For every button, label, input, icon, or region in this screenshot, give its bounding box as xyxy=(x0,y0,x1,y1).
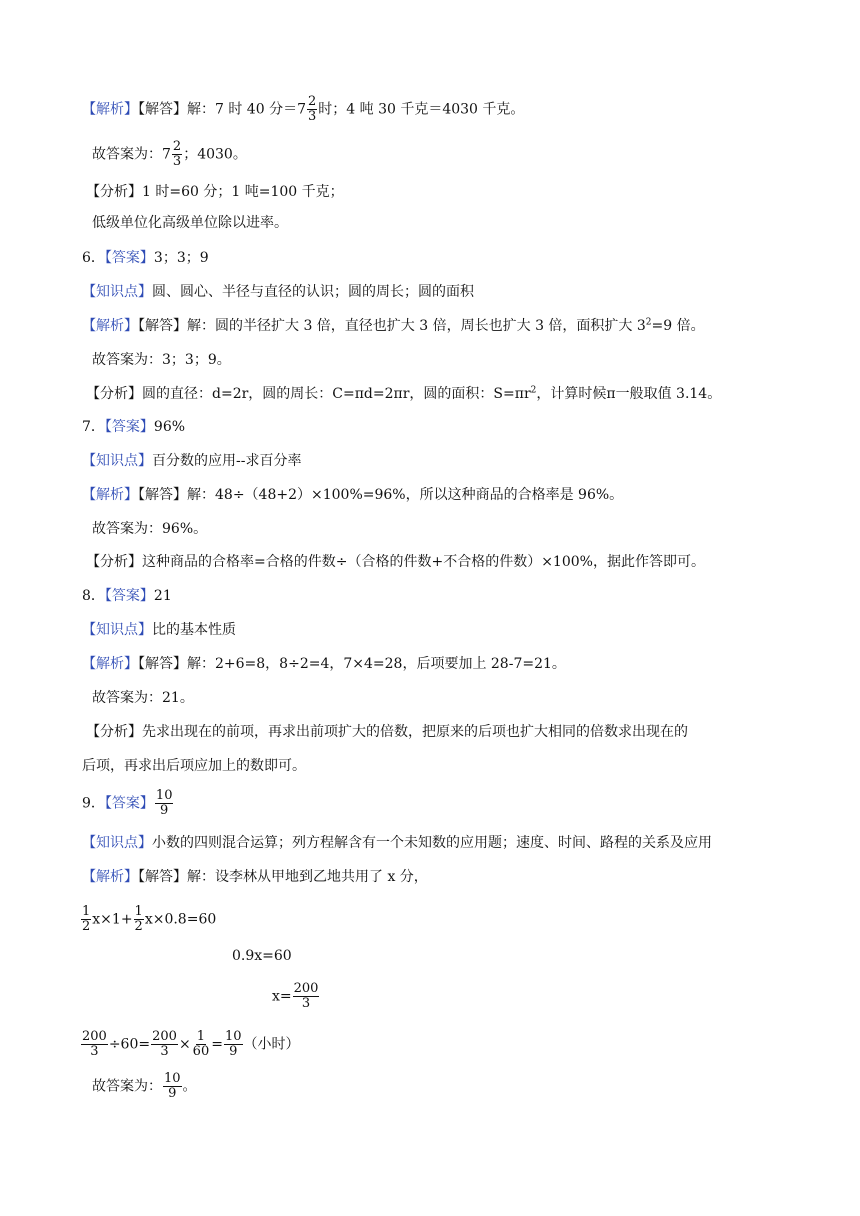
q8-zhishidian xyxy=(82,620,236,640)
q5-fenxi-text: 1 时=60 分；1 吨=100 千克； xyxy=(142,184,344,200)
q8-analysis xyxy=(82,654,566,674)
tag-zhishidian: 【知识点】 xyxy=(82,284,152,300)
fraction-denominator: 3 xyxy=(307,109,317,124)
q9-equation-2: 0.9x=60 xyxy=(232,948,292,964)
equation-text: x= xyxy=(272,988,292,1005)
q7-fenxi-text: 这种商品的合格率=合格的件数÷（合格的件数+不合格的件数）×100%，据此作答即可。 xyxy=(142,554,705,570)
q9-final-text: 故答案为： xyxy=(92,1078,162,1095)
tag-zhishidian: 【知识点】 xyxy=(82,835,152,851)
tag-jiexi: 【解析】 xyxy=(82,869,138,885)
fraction xyxy=(163,1072,182,1101)
fraction-denominator: 3 xyxy=(301,996,311,1011)
q8-answer-value: 21 xyxy=(153,588,172,604)
fraction xyxy=(134,905,144,934)
fraction xyxy=(172,140,182,169)
unit-text: （小时） xyxy=(243,1036,300,1053)
fraction-numerator: 200 xyxy=(293,981,319,996)
tag-jiexi: 【解析】 xyxy=(82,487,138,503)
q9-equation-3 xyxy=(272,982,320,1011)
q7-zhishidian-text: 百分数的应用--求百分率 xyxy=(152,453,302,469)
q5-analysis xyxy=(82,95,524,124)
tag-jiexi: 【解析】 xyxy=(82,318,138,334)
fraction-numerator: 200 xyxy=(82,1029,107,1044)
fraction xyxy=(81,905,91,934)
fraction-numerator: 200 xyxy=(152,1029,177,1044)
q5-analysis-text: 解：7 时 40 分＝7 xyxy=(187,101,306,118)
q8-answer xyxy=(82,586,172,606)
superscript: 2 xyxy=(645,317,652,328)
tag-zhishidian: 【知识点】 xyxy=(82,622,152,638)
question-number: 9． xyxy=(82,795,105,812)
tag-jiexi: 【解析】 xyxy=(82,656,138,672)
q9-analysis xyxy=(82,867,428,887)
q9-final-text-2: 。 xyxy=(182,1078,197,1095)
q9-zhishidian xyxy=(82,833,712,853)
fraction-denominator: 3 xyxy=(172,154,182,169)
q8-final: 故答案为：21。 xyxy=(92,690,194,706)
q5-analysis-text-2: 时；4 吨 30 千克＝4030 千克。 xyxy=(318,101,525,118)
q6-analysis xyxy=(82,316,705,336)
q9-answer xyxy=(82,789,174,818)
tag-jieda: 【解答】 xyxy=(138,101,187,118)
tag-zhishidian: 【知识点】 xyxy=(82,453,152,469)
fraction-numerator: 2 xyxy=(172,139,182,154)
q6-fenxi xyxy=(86,384,721,404)
tag-fenxi: 【分析】 xyxy=(86,386,142,402)
operator: ÷60= xyxy=(108,1036,151,1053)
fraction-denominator: 9 xyxy=(229,1044,238,1059)
q6-analysis-text: 解：圆的半径扩大 3 倍，直径也扩大 3 倍，周长也扩大 3 倍，面积扩大 3 xyxy=(187,318,646,334)
q6-analysis-text-2: =9 倍。 xyxy=(651,318,705,334)
fraction-denominator: 9 xyxy=(168,1086,177,1101)
fraction-denominator: 60 xyxy=(192,1044,210,1059)
fraction-numerator: 10 xyxy=(164,1071,181,1086)
q9-equation-4 xyxy=(80,1030,300,1059)
q7-fenxi xyxy=(86,552,705,572)
q7-final: 故答案为：96%。 xyxy=(92,521,208,537)
q6-answer xyxy=(82,248,209,268)
fraction-numerator: 10 xyxy=(155,788,173,803)
q5-fenxi-2: 低级单位化高级单位除以进率。 xyxy=(92,215,288,231)
fraction xyxy=(307,95,317,124)
fraction xyxy=(224,1030,243,1059)
fraction xyxy=(81,1030,108,1059)
q5-answer-text: 故答案为：7 xyxy=(92,146,171,163)
fraction xyxy=(192,1030,211,1059)
q5-answer-line xyxy=(92,140,247,169)
q7-analysis xyxy=(82,485,623,505)
tag-fenxi: 【分析】 xyxy=(86,724,142,740)
q6-zhishidian xyxy=(82,282,474,302)
q9-final xyxy=(92,1072,197,1101)
q8-fenxi-text: 先求出现在的前项，再求出前项扩大的倍数，把原来的后项也扩大相同的倍数求出现在的 xyxy=(142,724,688,740)
tag-jieda: 【解答】 xyxy=(138,318,187,334)
tag-daan: 【答案】 xyxy=(104,588,154,604)
tag-jiexi: 【解析】 xyxy=(82,101,138,118)
q6-fenxi-text: 圆的直径：d=2r，圆的周长：C=πd=2πr，圆的面积：S=πr xyxy=(142,386,531,402)
tag-fenxi: 【分析】 xyxy=(86,184,142,200)
tag-fenxi: 【分析】 xyxy=(86,554,142,570)
tag-jieda: 【解答】 xyxy=(138,869,187,885)
question-number: 7． xyxy=(82,419,105,435)
q9-equation-1 xyxy=(80,905,216,934)
q7-analysis-text: 解：48÷（48+2）×100%=96%，所以这种商品的合格率是 96%。 xyxy=(187,487,624,503)
question-number: 8． xyxy=(82,588,105,604)
q6-fenxi-text-2: ，计算时候π一般取值 3.14。 xyxy=(536,386,722,402)
tag-daan: 【答案】 xyxy=(104,795,154,812)
fraction-denominator: 2 xyxy=(82,919,91,934)
q5-fenxi xyxy=(86,182,344,202)
operator: = xyxy=(211,1036,223,1053)
fraction xyxy=(155,789,174,818)
tag-jieda: 【解答】 xyxy=(138,656,187,672)
superscript: 2 xyxy=(530,385,537,396)
q7-answer-value: 96% xyxy=(153,419,186,435)
fraction xyxy=(293,982,320,1011)
q6-answer-value: 3；3；9 xyxy=(153,250,209,266)
q6-zhishidian-text: 圆、圆心、半径与直径的认识；圆的周长；圆的面积 xyxy=(152,284,474,300)
fraction-numerator: 10 xyxy=(224,1029,242,1044)
q6-final: 故答案为：3；3；9。 xyxy=(92,352,231,368)
q9-zhishidian-text: 小数的四则混合运算；列方程解含有一个未知数的应用题；速度、时间、路程的关系及应用 xyxy=(152,835,712,851)
q5-answer-text-2: ；4030。 xyxy=(183,146,247,163)
fraction-denominator: 2 xyxy=(134,919,143,934)
question-number: 6． xyxy=(82,250,105,266)
equation-text: x×1+ xyxy=(92,911,133,928)
q8-zhishidian-text: 比的基本性质 xyxy=(152,622,236,638)
fraction xyxy=(151,1030,178,1059)
fraction-denominator: 3 xyxy=(90,1044,99,1059)
q8-fenxi-2: 后项，再求出后项应加上的数即可。 xyxy=(82,758,306,774)
fraction-denominator: 9 xyxy=(160,803,169,818)
fraction-numerator: 1 xyxy=(134,904,143,919)
operator: × xyxy=(178,1036,191,1053)
tag-jieda: 【解答】 xyxy=(138,487,187,503)
tag-daan: 【答案】 xyxy=(104,250,154,266)
q7-zhishidian xyxy=(82,451,301,471)
tag-daan: 【答案】 xyxy=(104,419,154,435)
fraction-denominator: 3 xyxy=(160,1044,169,1059)
q8-fenxi xyxy=(86,722,688,742)
q7-answer xyxy=(82,417,185,437)
fraction-numerator: 2 xyxy=(307,94,317,109)
fraction-numerator: 1 xyxy=(196,1029,206,1044)
q9-analysis-text: 解：设李林从甲地到乙地共用了 x 分， xyxy=(187,869,428,885)
equation-text-2: x×0.8=60 xyxy=(144,911,217,928)
fraction-numerator: 1 xyxy=(82,904,91,919)
q8-analysis-text: 解：2+6=8，8÷2=4，7×4=28，后项要加上 28-7=21。 xyxy=(187,656,566,672)
